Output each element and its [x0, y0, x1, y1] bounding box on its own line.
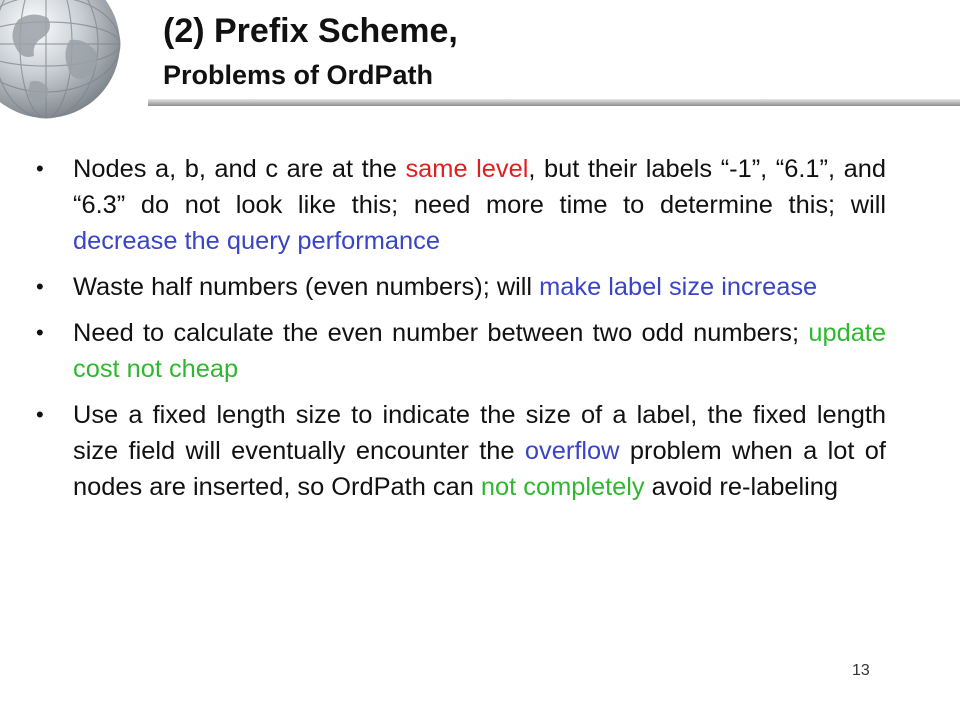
title-divider	[148, 99, 960, 106]
bullet-dot-icon: •	[36, 402, 44, 427]
bullet-dot-icon: •	[36, 274, 44, 299]
slide-subtitle: Problems of OrdPath	[163, 60, 434, 90]
bullet-item	[0, 315, 886, 387]
bullet-dot-icon: •	[36, 156, 44, 181]
bullet-text: Nodes a, b, and c are at the	[73, 155, 406, 183]
bullet-text: avoid re-labeling	[644, 473, 838, 501]
page-number: 13	[852, 662, 870, 679]
bullet-text: , but their labels “-1”, “6.1”, and “6.3” do not look like this; need more time to determine this; will	[73, 155, 886, 219]
highlight-text: not completely	[480, 473, 645, 501]
bullet-item	[0, 397, 886, 505]
bullet-text: Need to calculate the even number between two odd numbers;	[73, 319, 809, 347]
highlight-text: overflow	[524, 437, 620, 465]
highlight-text: decrease the query performance	[73, 227, 440, 255]
highlight-text: update cost not cheap	[73, 319, 886, 383]
bullet-text: Use a fixed length size to indicate the size of a label, the fixed length size field will eventually encounter the	[73, 401, 886, 465]
bullet-dot-icon: •	[36, 320, 44, 345]
bullet-item	[0, 151, 886, 259]
bullet-text: problem when a lot of nodes are inserted, so OrdPath can	[73, 437, 886, 501]
bullet-text: Waste half numbers (even numbers); will	[73, 273, 540, 301]
highlight-text: make label size increase	[539, 273, 818, 301]
bullet-item	[0, 269, 886, 305]
globe-logo-icon	[0, 0, 140, 130]
highlight-text: same level	[405, 155, 529, 183]
bullet-list	[0, 151, 960, 515]
slide-title: (2) Prefix Scheme,	[163, 12, 458, 50]
